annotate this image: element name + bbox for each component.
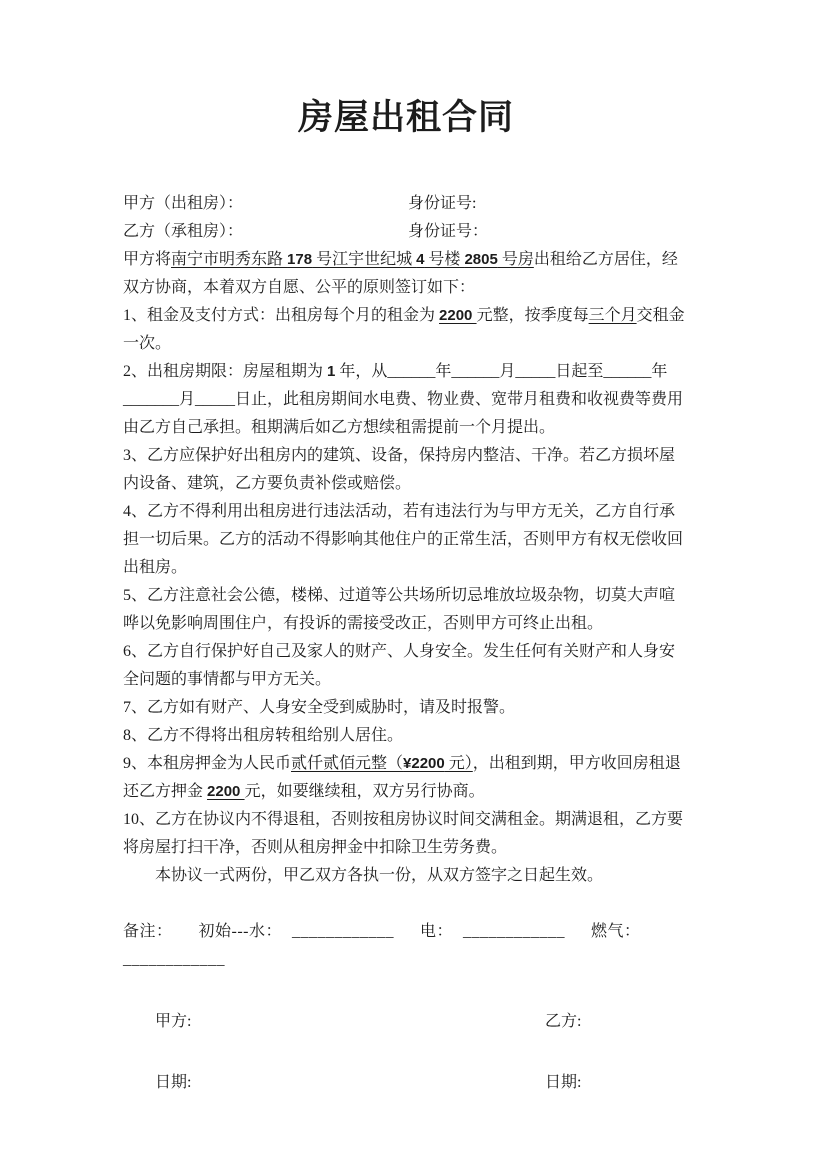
lease-years: 1 bbox=[327, 363, 336, 380]
signature-row bbox=[123, 1008, 689, 1036]
party-a-label: 甲方（出租房）： bbox=[123, 195, 244, 212]
date-row bbox=[123, 1069, 689, 1097]
clause-9-pre: 9、本租房押金为人民币 bbox=[123, 755, 292, 772]
signature-party-b-label: 乙方: bbox=[545, 1013, 582, 1030]
blank-month-from: ______ bbox=[451, 363, 500, 380]
clause-9-mid: ，出租到期，甲方收回房租退还乙方押金 bbox=[123, 755, 681, 800]
blank-day-from: _____ bbox=[515, 363, 556, 380]
clause-1-post: 交租金一次。 bbox=[123, 307, 685, 352]
month-label: 月 bbox=[499, 363, 516, 380]
pay-interval: 三个月 bbox=[588, 307, 637, 324]
rent-amount: 2200 bbox=[439, 307, 477, 324]
clause-3: 3、乙方应保护好出租房内的建筑、设备，保持房内整洁、干净。若乙方损坏屋内设备、建筑，乙方要负责补偿或赔偿。 bbox=[123, 447, 676, 492]
blank-year-to: ______ bbox=[603, 363, 652, 380]
remark-row bbox=[123, 918, 689, 974]
address-part: 号江宇世纪城 bbox=[312, 251, 417, 268]
intro-paragraph bbox=[123, 246, 689, 302]
gas-label: 燃气： bbox=[591, 923, 641, 940]
clause-9 bbox=[123, 750, 689, 806]
clause-4: 4、乙方不得利用出租房进行违法活动，若有违法行为与甲方无关，乙方自行承担一切后果。乙方的活动不得影响其他住户的正常生活，否则甲方有权无偿收回出租房。 bbox=[123, 503, 684, 576]
deposit-amount-cn bbox=[291, 755, 473, 772]
party-b-id-label: 身份证号： bbox=[408, 223, 489, 240]
water-reading-blank: ____________ bbox=[292, 923, 395, 940]
clause-2-pre: 2、出租房期限：房屋租期为 bbox=[123, 363, 328, 380]
clause-9-post: 元，如要继续租，双方另行协商。 bbox=[244, 783, 485, 800]
closing-paragraph: 本协议一式两份，甲乙双方各执一份，从双方签字之日起生效。 bbox=[155, 867, 604, 884]
contract-body bbox=[123, 246, 689, 890]
party-b-row bbox=[123, 218, 689, 246]
clause-5: 5、乙方注意社会公德，楼梯、过道等公共场所切忌堆放垃圾杂物，切莫大声喧哗以免影响周围住户，有投诉的需接受改正，否则甲方可终止出租。 bbox=[123, 587, 676, 632]
electric-label: 电： bbox=[420, 923, 454, 940]
party-b-label: 乙方（承租房）： bbox=[123, 223, 244, 240]
party-header bbox=[123, 190, 689, 246]
address-building-number: 4 bbox=[416, 251, 425, 268]
clause-6: 6、乙方自行保护好自己及家人的财产、人身安全。发生任何有关财产和人身安全问题的事情都与甲方无关。 bbox=[123, 643, 676, 688]
intro-pre: 甲方将 bbox=[123, 251, 172, 268]
address-street-number: 178 bbox=[287, 251, 313, 268]
address-unit-number: 2805 bbox=[464, 251, 498, 268]
address-part: 号楼 bbox=[424, 251, 465, 268]
clause-1 bbox=[123, 302, 689, 358]
clause-1-pre: 1、租金及支付方式：出租房每个月的租金为 bbox=[123, 307, 440, 324]
deposit-amount-number: ¥2200 bbox=[403, 755, 445, 772]
intro-post: 出租给乙方居住，经双方协商，本着双方自愿、公平的原则签订如下： bbox=[123, 251, 678, 296]
address-part: 号房 bbox=[497, 251, 534, 268]
lease-address bbox=[171, 251, 534, 268]
refund-amount: 2200 bbox=[207, 783, 245, 800]
clause-7: 7、乙方如有财产、人身安全受到威胁时，请及时报警。 bbox=[123, 699, 516, 716]
party-a-row bbox=[123, 190, 689, 218]
clause-10: 10、乙方在协议内不得退租，否则按租房协议时间交满租金。期满退租，乙方要将房屋打扫干净，否则从租房押金中扣除卫生劳务费。 bbox=[123, 811, 684, 856]
clause-2-mid: 年，从 bbox=[335, 363, 388, 380]
gas-reading-blank: ____________ bbox=[123, 951, 225, 968]
clause-2 bbox=[123, 358, 689, 442]
deposit-tail-text: 元） bbox=[444, 755, 473, 772]
deposit-cn-text: 贰仟贰佰元整（ bbox=[291, 755, 404, 772]
clause-2-post: 日止，此租房期间水电费、物业费、宽带月租费和收视费等费用由乙方自己承担。租期满后如乙方想续租需提前一个月提出。 bbox=[123, 391, 684, 436]
address-part: 南宁市明秀东路 bbox=[171, 251, 288, 268]
from-to-label: 日起至 bbox=[555, 363, 604, 380]
remark-label: 备注： bbox=[123, 923, 173, 940]
date-party-a-label: 日期: bbox=[155, 1074, 192, 1091]
blank-year-from: ______ bbox=[387, 363, 436, 380]
electric-reading-blank: ____________ bbox=[463, 923, 566, 940]
clause-1-mid: 元整，按季度每 bbox=[476, 307, 589, 324]
clause-8: 8、乙方不得将出租房转租给别人居住。 bbox=[123, 727, 404, 744]
initial-readings-label: 初始---水： bbox=[198, 923, 283, 940]
party-a-id-label: 身份证号: bbox=[408, 195, 477, 212]
year-label: 年 bbox=[651, 363, 668, 380]
year-label: 年 bbox=[435, 363, 452, 380]
blank-day-to: _____ bbox=[195, 391, 236, 408]
blank-month-to: _______ bbox=[123, 391, 179, 408]
page-title: 房屋出租合同 bbox=[297, 98, 514, 137]
month-label: 月 bbox=[179, 391, 196, 408]
signature-party-a-label: 甲方: bbox=[155, 1013, 192, 1030]
date-party-b-label: 日期: bbox=[545, 1074, 582, 1091]
